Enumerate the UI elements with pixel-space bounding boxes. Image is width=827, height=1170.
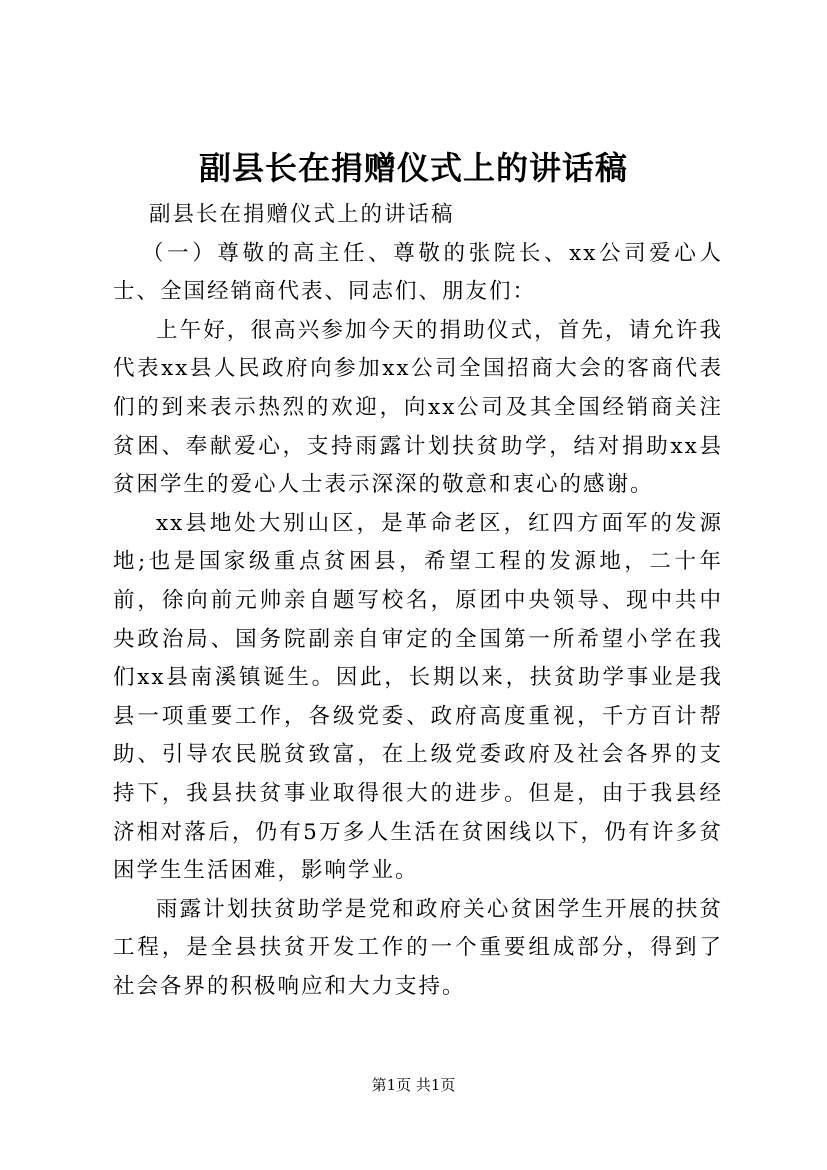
paragraph-3: 雨露计划扶贫助学是党和政府关心贫困学生开展的扶贫工程，是全县扶贫开发工作的一个重要组成部分，得到了社会各界的积极响应和大力支持。 <box>113 896 723 999</box>
salutation: （一）尊敬的高主任、尊敬的张院长、xx公司爱心人士、全国经销商代表、同志们、朋友们： <box>113 240 723 305</box>
page-footer: 第1页 共1页 <box>371 1076 456 1094</box>
paragraph-1: 上午好，很高兴参加今天的捐助仪式，首先，请允许我代表xx县人民政府向参加xx公司全国招商大会的客商代表们的到来表示热烈的欢迎，向xx公司及其全国经销商关注贫困、奉献爱心，支持雨露计划扶贫助学，结对捐助xx县贫困学生的爱心人士表示深深的敬意和衷心的感谢。 <box>113 317 723 498</box>
document-subtitle: 副县长在捐赠仪式上的讲话稿 <box>149 202 455 227</box>
document-body <box>113 196 723 1006</box>
paragraph-2: xx县地处大别山区，是革命老区，红四方面军的发源地;也是国家级重点贫困县，希望工程的发源地，二十年前，徐向前元帅亲自题写校名，原团中央领导、现中共中央政治局、国务院副亲自审定的全国第一所希望小学在我们xx县南溪镇诞生。因此，长期以来，扶贫助学事业是我县一项重要工作，各级党委、政府高度重视，千方百计帮助、引导农民脱贫致富，在上级党委政府及社会各界的支持下，我县扶贫事业取得很大的进步。但是，由于我县经济相对落后，仍有5万多人生活在贫困线以下，仍有许多贫困学生生活困难，影响学业。 <box>113 510 723 884</box>
document-title: 副县长在捐赠仪式上的讲话稿 <box>198 149 628 187</box>
